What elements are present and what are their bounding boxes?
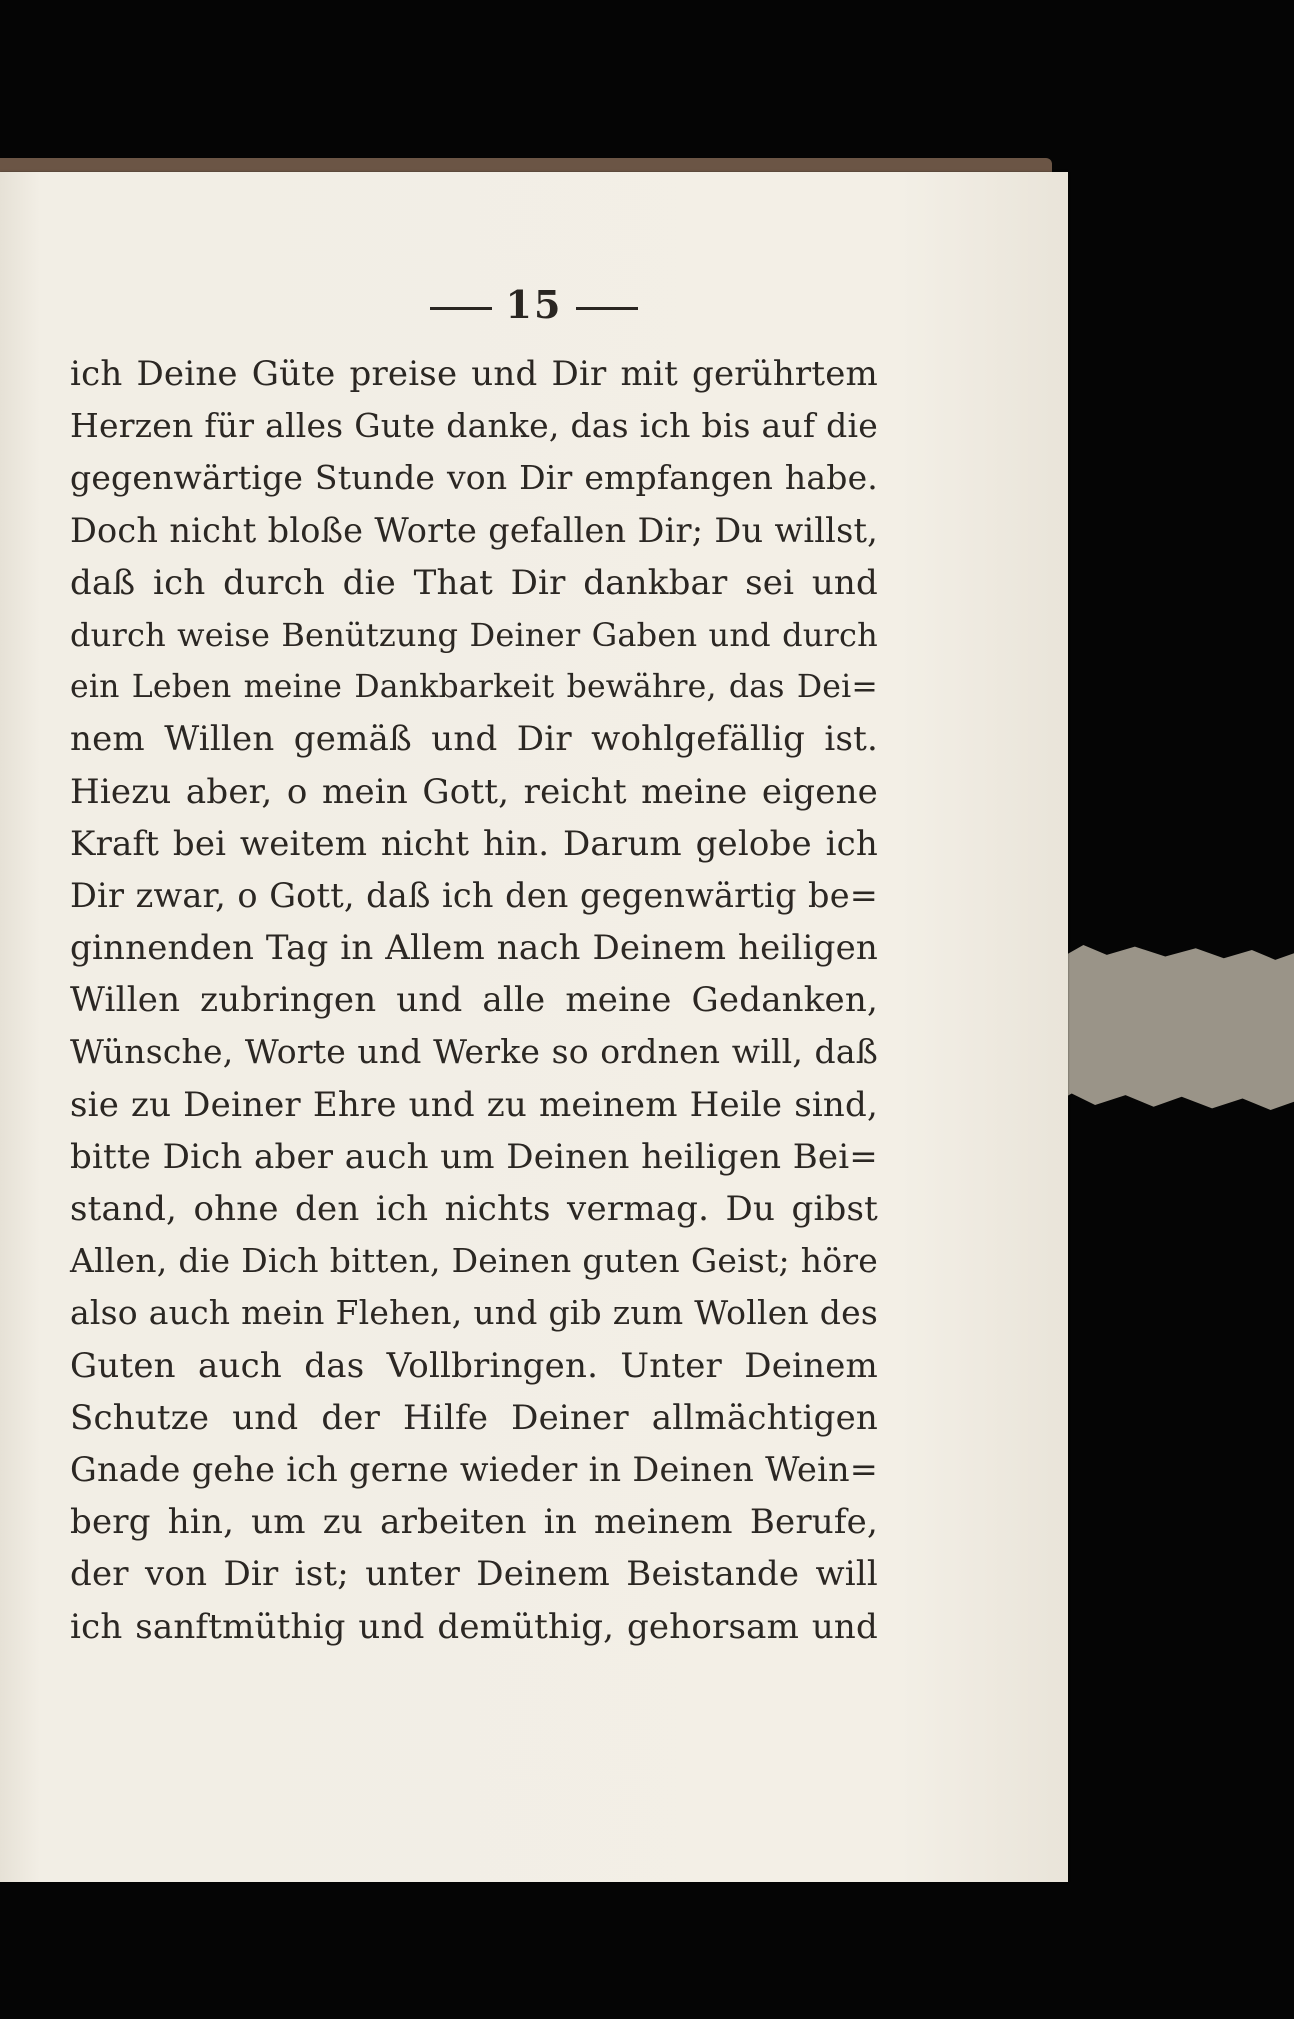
text-line: Gnade gehe ich gerne wieder in Deinen Wein= (70, 1449, 878, 1489)
book-page (0, 172, 1068, 1882)
body-text (70, 348, 878, 1653)
text-line: Herzen für alles Gute danke, das ich bis auf die (70, 406, 878, 446)
text-line: ich sanftmüthig und demüthig, gehorsam und (70, 1606, 878, 1647)
page-number: 15 (505, 282, 563, 327)
text-line: sie zu Deiner Ehre und zu meinem Heile sind, (70, 1084, 878, 1125)
page-number-header (0, 282, 1068, 327)
text-line: ginnenden Tag in Allem nach Deinem heiligen (70, 928, 878, 969)
text-line: bitte Dich aber auch um Deinen heiligen Bei= (70, 1136, 878, 1177)
text-line: ich Deine Güte preise und Dir mit gerührtem (70, 354, 878, 394)
text-line: gegenwärtige Stunde von Dir empfangen habe. (70, 458, 878, 498)
text-line: also auch mein Flehen, und gib zum Wollen des (70, 1293, 878, 1333)
text-line: Kraft bei weitem nicht hin. Darum gelobe ich (70, 823, 878, 864)
text-line: daß ich durch die That Dir dankbar sei und (70, 562, 878, 603)
text-line: Hiezu aber, o mein Gott, reicht meine eigene (70, 771, 878, 812)
text-line: Willen zubringen und alle meine Gedanken, (70, 980, 878, 1021)
text-line: Doch nicht bloße Worte gefallen Dir; Du willst, (70, 510, 878, 550)
right-dash (576, 307, 638, 310)
text-line: Schutze und der Hilfe Deiner allmächtigen (70, 1397, 878, 1438)
text-line: ein Leben meine Dankbarkeit bewähre, das Dei= (70, 669, 878, 706)
text-line: durch weise Benützung Deiner Gaben und durch (70, 615, 878, 654)
text-line: nem Willen gemäß und Dir wohlgefällig ist. (70, 719, 878, 760)
text-line: berg hin, um zu arbeiten in meinem Berufe, (70, 1502, 878, 1543)
text-line: Allen, die Dich bitten, Deinen guten Geist; höre (70, 1241, 878, 1281)
left-dash (430, 307, 492, 310)
text-line: der von Dir ist; unter Deinem Beistande will (70, 1554, 878, 1595)
text-line: Guten auch das Vollbringen. Unter Deinem (70, 1345, 878, 1386)
text-line: stand, ohne den ich nichts vermag. Du gibst (70, 1189, 878, 1229)
text-line: Wünsche, Worte und Werke so ordnen will, daß (70, 1032, 878, 1072)
bookmark-strip (1060, 945, 1294, 1110)
text-line: Dir zwar, o Gott, daß ich den gegenwärtig be= (70, 875, 878, 915)
